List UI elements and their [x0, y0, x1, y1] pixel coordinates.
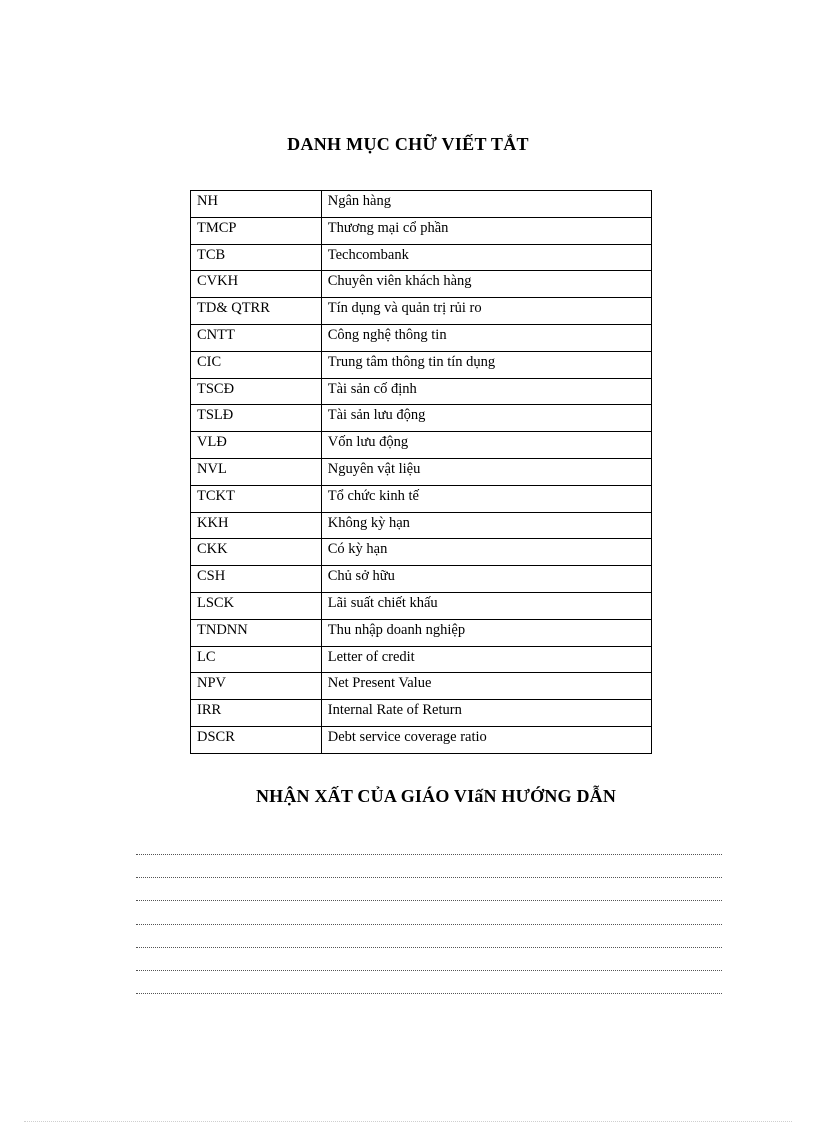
abbreviation-cell: TNDNN [191, 619, 322, 646]
table-row [191, 592, 652, 619]
meaning-cell: Tổ chức kinh tế [321, 485, 651, 512]
table-row [191, 539, 652, 566]
table-row [191, 351, 652, 378]
comment-line [136, 855, 722, 878]
abbreviation-cell: LSCK [191, 592, 322, 619]
abbreviation-cell: TSLĐ [191, 405, 322, 432]
abbreviation-cell: CKK [191, 539, 322, 566]
abbreviation-cell: CSH [191, 566, 322, 593]
table-row [191, 458, 652, 485]
abbreviation-cell: TCB [191, 244, 322, 271]
abbreviation-cell: NPV [191, 673, 322, 700]
meaning-cell: Trung tâm thông tin tín dụng [321, 351, 651, 378]
table-row [191, 673, 652, 700]
abbreviation-cell: CIC [191, 351, 322, 378]
table-row [191, 726, 652, 753]
meaning-cell: Có kỳ hạn [321, 539, 651, 566]
meaning-cell: Chuyên viên khách hàng [321, 271, 651, 298]
abbreviation-cell: KKH [191, 512, 322, 539]
abbreviation-cell: TSCĐ [191, 378, 322, 405]
table-row [191, 378, 652, 405]
table-row [191, 566, 652, 593]
abbreviation-table-body [191, 191, 652, 754]
page-bottom-divider [24, 1121, 792, 1122]
meaning-cell: Tài sản cố định [321, 378, 651, 405]
table-row [191, 191, 652, 218]
table-row [191, 217, 652, 244]
table-row [191, 244, 652, 271]
table-row [191, 646, 652, 673]
table-row [191, 485, 652, 512]
meaning-cell: Vốn lưu động [321, 432, 651, 459]
page-title: DANH MỤC CHỮ VIẾT TẮT [287, 134, 529, 154]
table-row [191, 700, 652, 727]
meaning-cell: Không kỳ hạn [321, 512, 651, 539]
meaning-cell: Debt service coverage ratio [321, 726, 651, 753]
meaning-cell: Net Present Value [321, 673, 651, 700]
table-row [191, 324, 652, 351]
abbreviation-cell: TCKT [191, 485, 322, 512]
meaning-cell: Ngân hàng [321, 191, 651, 218]
meaning-cell: Lãi suất chiết khấu [321, 592, 651, 619]
comment-line [136, 901, 722, 924]
comment-line [136, 948, 722, 971]
abbreviation-cell: TMCP [191, 217, 322, 244]
comment-lines [136, 850, 722, 994]
meaning-cell: Thu nhập doanh nghiệp [321, 619, 651, 646]
abbreviation-table [190, 190, 652, 754]
comment-line [136, 925, 722, 948]
abbreviation-cell: NVL [191, 458, 322, 485]
abbreviation-cell: CNTT [191, 324, 322, 351]
comment-section-title: NHẬN XẤT CỦA GIÁO VIấN HƯỚNG DẪN [255, 786, 617, 806]
abbreviation-cell: TD& QTRR [191, 298, 322, 325]
table-row [191, 432, 652, 459]
table-row [191, 405, 652, 432]
abbreviation-cell: DSCR [191, 726, 322, 753]
meaning-cell: Nguyên vật liệu [321, 458, 651, 485]
meaning-cell: Letter of credit [321, 646, 651, 673]
meaning-cell: Tín dụng và quản trị rủi ro [321, 298, 651, 325]
meaning-cell: Tài sản lưu động [321, 405, 651, 432]
table-row [191, 271, 652, 298]
table-row [191, 619, 652, 646]
meaning-cell: Thương mại cổ phần [321, 217, 651, 244]
abbreviation-cell: CVKH [191, 271, 322, 298]
abbreviation-cell: IRR [191, 700, 322, 727]
table-row [191, 512, 652, 539]
meaning-cell: Công nghệ thông tin [321, 324, 651, 351]
comment-line [136, 971, 722, 994]
meaning-cell: Chủ sở hữu [321, 566, 651, 593]
meaning-cell: Techcombank [321, 244, 651, 271]
abbreviation-cell: LC [191, 646, 322, 673]
abbreviation-cell: VLĐ [191, 432, 322, 459]
abbreviation-cell: NH [191, 191, 322, 218]
meaning-cell: Internal Rate of Return [321, 700, 651, 727]
comment-line [136, 878, 722, 901]
table-row [191, 298, 652, 325]
